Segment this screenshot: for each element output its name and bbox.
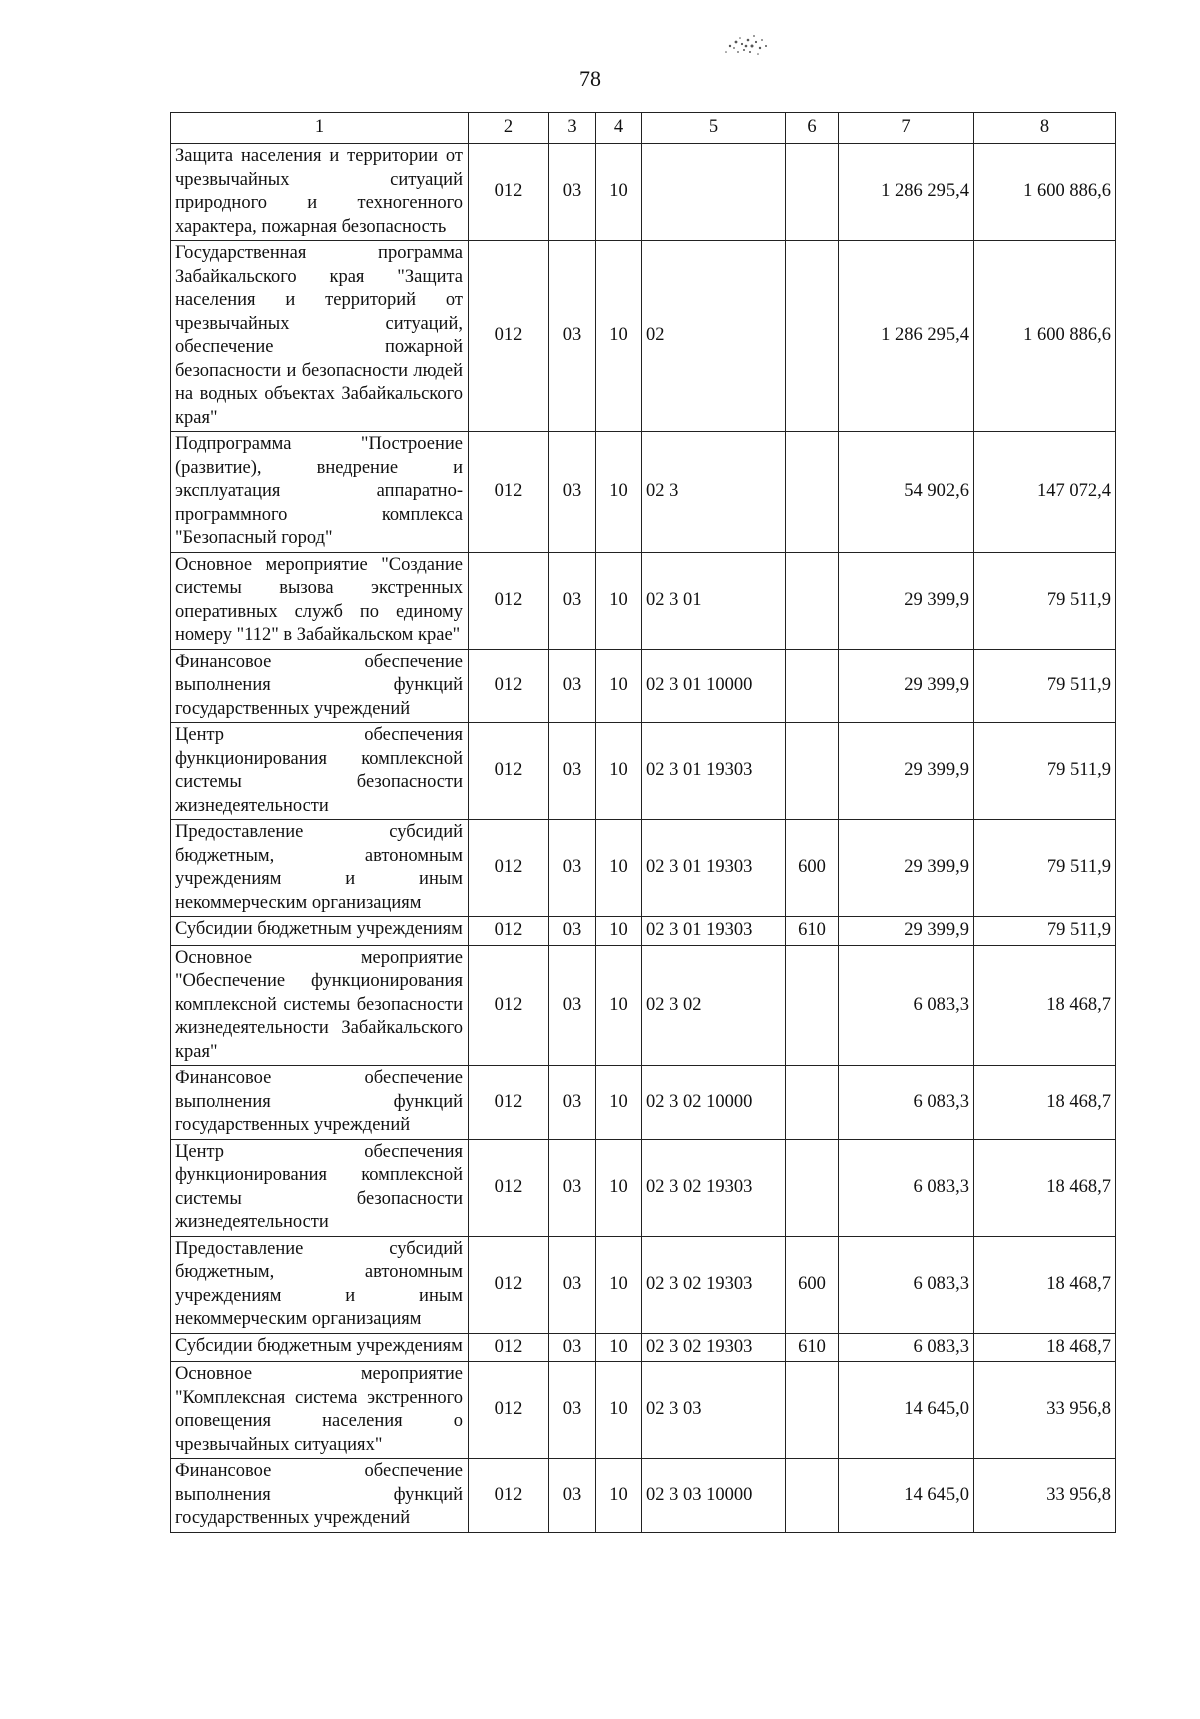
section-code-cell: 03: [549, 144, 596, 241]
section-code-cell: 03: [549, 1362, 596, 1459]
ministry-code-cell: 012: [469, 1066, 549, 1140]
row-name-cell: Субсидии бюджетным учреждениям: [171, 917, 469, 946]
expense-type-cell: [786, 1459, 839, 1533]
table-row: [171, 945, 1116, 1066]
column-header: 5: [642, 113, 786, 144]
target-article-cell: 02 3 03: [642, 1362, 786, 1459]
row-name-cell: Основное мероприятие "Комплексная система экстренного оповещения населения о чрезвычайных ситуациях": [171, 1362, 469, 1459]
amount-col7-cell: 29 399,9: [839, 649, 974, 723]
amount-col8-cell: 33 956,8: [974, 1459, 1116, 1533]
subsection-code-cell: 10: [596, 1362, 642, 1459]
target-article-cell: 02 3 02 19303: [642, 1236, 786, 1333]
amount-col8-cell: 147 072,4: [974, 432, 1116, 553]
expense-type-cell: 600: [786, 820, 839, 917]
ministry-code-cell: 012: [469, 1362, 549, 1459]
target-article-cell: 02 3 01 19303: [642, 820, 786, 917]
table-row: [171, 241, 1116, 432]
amount-col7-cell: 6 083,3: [839, 1333, 974, 1362]
section-code-cell: 03: [549, 1139, 596, 1236]
table-row: [171, 1333, 1116, 1362]
expense-type-cell: 610: [786, 917, 839, 946]
amount-col8-cell: 18 468,7: [974, 1333, 1116, 1362]
subsection-code-cell: 10: [596, 1459, 642, 1533]
expense-type-cell: [786, 552, 839, 649]
target-article-cell: 02: [642, 241, 786, 432]
expense-type-cell: [786, 649, 839, 723]
row-name-cell: Предоставление субсидий бюджетным, автономным учреждениям и иным некоммерческим организациям: [171, 1236, 469, 1333]
ministry-code-cell: 012: [469, 144, 549, 241]
row-name-cell: Подпрограмма "Построение (развитие), внедрение и эксплуатация аппаратно-программного комплекса "Безопасный город": [171, 432, 469, 553]
table-row: [171, 432, 1116, 553]
expense-type-cell: 600: [786, 1236, 839, 1333]
table-row: [171, 917, 1116, 946]
table-header-row: [171, 113, 1116, 144]
amount-col7-cell: 29 399,9: [839, 917, 974, 946]
amount-col7-cell: 14 645,0: [839, 1362, 974, 1459]
section-code-cell: 03: [549, 1066, 596, 1140]
ministry-code-cell: 012: [469, 649, 549, 723]
section-code-cell: 03: [549, 1333, 596, 1362]
subsection-code-cell: 10: [596, 820, 642, 917]
amount-col8-cell: 79 511,9: [974, 552, 1116, 649]
amount-col8-cell: 1 600 886,6: [974, 144, 1116, 241]
amount-col7-cell: 29 399,9: [839, 552, 974, 649]
column-header: 3: [549, 113, 596, 144]
subsection-code-cell: 10: [596, 144, 642, 241]
ministry-code-cell: 012: [469, 552, 549, 649]
ministry-code-cell: 012: [469, 241, 549, 432]
section-code-cell: 03: [549, 1236, 596, 1333]
section-code-cell: 03: [549, 1459, 596, 1533]
subsection-code-cell: 10: [596, 649, 642, 723]
column-header: 4: [596, 113, 642, 144]
expense-type-cell: [786, 144, 839, 241]
target-article-cell: 02 3 01 10000: [642, 649, 786, 723]
ministry-code-cell: 012: [469, 1139, 549, 1236]
section-code-cell: 03: [549, 723, 596, 820]
row-name-cell: Финансовое обеспечение выполнения функций государственных учреждений: [171, 1066, 469, 1140]
row-name-cell: Основное мероприятие "Создание системы вызова экстренных оперативных служб по единому номеру "112" в Забайкальском крае": [171, 552, 469, 649]
target-article-cell: 02 3 02: [642, 945, 786, 1066]
section-code-cell: 03: [549, 649, 596, 723]
amount-col7-cell: 1 286 295,4: [839, 241, 974, 432]
expense-type-cell: [786, 1066, 839, 1140]
scan-noise-mark: [690, 32, 780, 66]
amount-col8-cell: 79 511,9: [974, 723, 1116, 820]
row-name-cell: Финансовое обеспечение выполнения функций государственных учреждений: [171, 1459, 469, 1533]
table-row: [171, 1362, 1116, 1459]
amount-col7-cell: 6 083,3: [839, 945, 974, 1066]
ministry-code-cell: 012: [469, 820, 549, 917]
column-header: 2: [469, 113, 549, 144]
target-article-cell: 02 3 03 10000: [642, 1459, 786, 1533]
row-name-cell: Субсидии бюджетным учреждениям: [171, 1333, 469, 1362]
row-name-cell: Центр обеспечения функционирования комплексной системы безопасности жизнедеятельности: [171, 1139, 469, 1236]
section-code-cell: 03: [549, 820, 596, 917]
amount-col7-cell: 29 399,9: [839, 723, 974, 820]
section-code-cell: 03: [549, 917, 596, 946]
amount-col8-cell: 1 600 886,6: [974, 241, 1116, 432]
section-code-cell: 03: [549, 945, 596, 1066]
amount-col8-cell: 33 956,8: [974, 1362, 1116, 1459]
amount-col8-cell: 18 468,7: [974, 1139, 1116, 1236]
target-article-cell: 02 3 02 19303: [642, 1139, 786, 1236]
amount-col8-cell: 18 468,7: [974, 945, 1116, 1066]
amount-col7-cell: 6 083,3: [839, 1139, 974, 1236]
table-row: [171, 552, 1116, 649]
table-row: [171, 820, 1116, 917]
amount-col7-cell: 1 286 295,4: [839, 144, 974, 241]
expense-type-cell: [786, 1362, 839, 1459]
ministry-code-cell: 012: [469, 723, 549, 820]
amount-col8-cell: 18 468,7: [974, 1236, 1116, 1333]
amount-col7-cell: 54 902,6: [839, 432, 974, 553]
subsection-code-cell: 10: [596, 917, 642, 946]
target-article-cell: [642, 144, 786, 241]
subsection-code-cell: 10: [596, 432, 642, 553]
target-article-cell: 02 3 02 19303: [642, 1333, 786, 1362]
budget-table: [170, 112, 1116, 1533]
subsection-code-cell: 10: [596, 1066, 642, 1140]
target-article-cell: 02 3 01 19303: [642, 723, 786, 820]
expense-type-cell: 610: [786, 1333, 839, 1362]
ministry-code-cell: 012: [469, 1459, 549, 1533]
ministry-code-cell: 012: [469, 432, 549, 553]
subsection-code-cell: 10: [596, 1333, 642, 1362]
row-name-cell: Финансовое обеспечение выполнения функций государственных учреждений: [171, 649, 469, 723]
ministry-code-cell: 012: [469, 917, 549, 946]
row-name-cell: Центр обеспечения функционирования комплексной системы безопасности жизнедеятельности: [171, 723, 469, 820]
page-number: 78: [579, 66, 601, 91]
amount-col8-cell: 79 511,9: [974, 917, 1116, 946]
target-article-cell: 02 3 01 19303: [642, 917, 786, 946]
subsection-code-cell: 10: [596, 723, 642, 820]
column-header: 8: [974, 113, 1116, 144]
table-row: [171, 649, 1116, 723]
expense-type-cell: [786, 241, 839, 432]
amount-col7-cell: 14 645,0: [839, 1459, 974, 1533]
amount-col8-cell: 79 511,9: [974, 820, 1116, 917]
amount-col7-cell: 29 399,9: [839, 820, 974, 917]
amount-col7-cell: 6 083,3: [839, 1236, 974, 1333]
table-row: [171, 723, 1116, 820]
table-row: [171, 1459, 1116, 1533]
target-article-cell: 02 3 02 10000: [642, 1066, 786, 1140]
row-name-cell: Основное мероприятие "Обеспечение функционирования комплексной системы безопасности жизнедеятельности Забайкальского края": [171, 945, 469, 1066]
row-name-cell: Защита населения и территории от чрезвычайных ситуаций природного и техногенного характера, пожарная безопасность: [171, 144, 469, 241]
ministry-code-cell: 012: [469, 1236, 549, 1333]
expense-type-cell: [786, 723, 839, 820]
subsection-code-cell: 10: [596, 241, 642, 432]
row-name-cell: Государственная программа Забайкальского края "Защита населения и территорий от чрезвычайных ситуаций, обеспечение пожарной безопасности и безопасности людей на водных объектах Забайкальского края": [171, 241, 469, 432]
subsection-code-cell: 10: [596, 1236, 642, 1333]
ministry-code-cell: 012: [469, 1333, 549, 1362]
column-header: 6: [786, 113, 839, 144]
section-code-cell: 03: [549, 552, 596, 649]
row-name-cell: Предоставление субсидий бюджетным, автономным учреждениям и иным некоммерческим организациям: [171, 820, 469, 917]
section-code-cell: 03: [549, 432, 596, 553]
column-header: 1: [171, 113, 469, 144]
table-row: [171, 144, 1116, 241]
amount-col7-cell: 6 083,3: [839, 1066, 974, 1140]
target-article-cell: 02 3: [642, 432, 786, 553]
subsection-code-cell: 10: [596, 1139, 642, 1236]
column-header: 7: [839, 113, 974, 144]
target-article-cell: 02 3 01: [642, 552, 786, 649]
ministry-code-cell: 012: [469, 945, 549, 1066]
amount-col8-cell: 18 468,7: [974, 1066, 1116, 1140]
subsection-code-cell: 10: [596, 552, 642, 649]
subsection-code-cell: 10: [596, 945, 642, 1066]
section-code-cell: 03: [549, 241, 596, 432]
expense-type-cell: [786, 945, 839, 1066]
table-row: [171, 1139, 1116, 1236]
expense-type-cell: [786, 1139, 839, 1236]
table-row: [171, 1236, 1116, 1333]
expense-type-cell: [786, 432, 839, 553]
table-row: [171, 1066, 1116, 1140]
amount-col8-cell: 79 511,9: [974, 649, 1116, 723]
